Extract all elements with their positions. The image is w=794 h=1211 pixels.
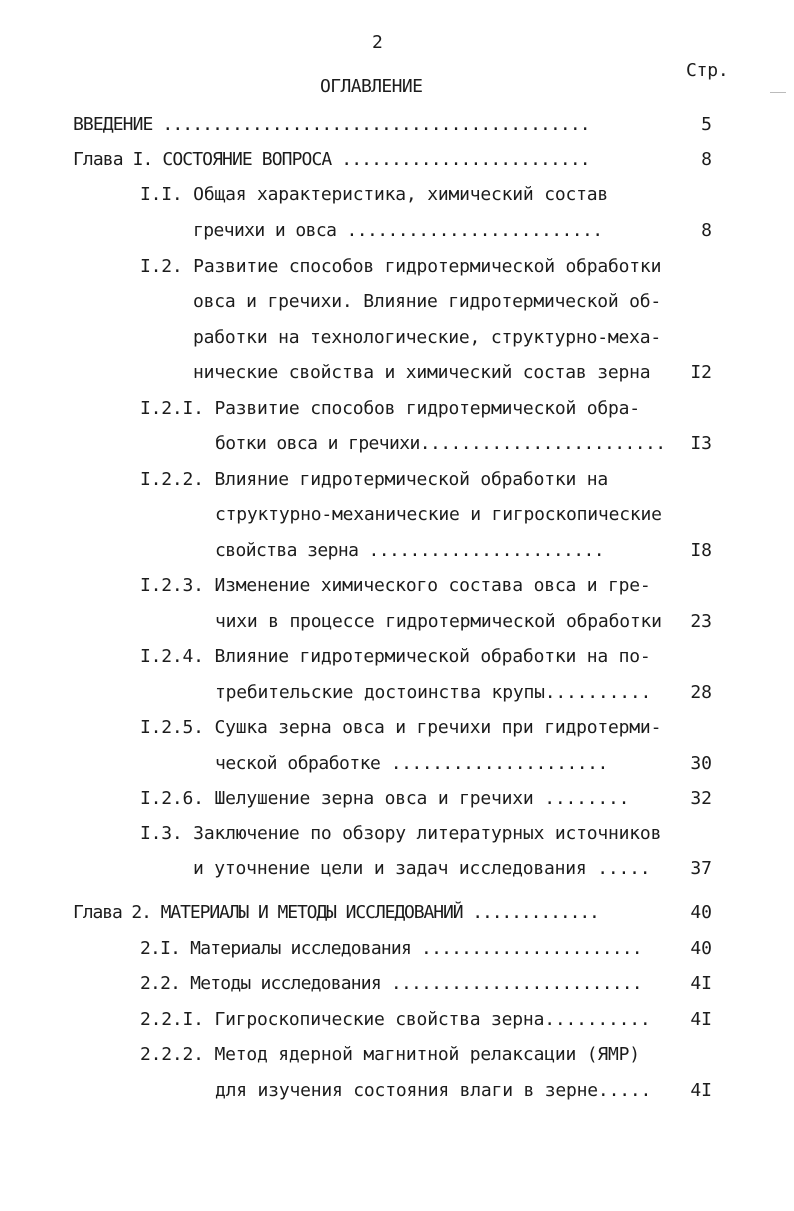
- toc-page: 40: [690, 902, 712, 923]
- toc-page: 8: [701, 149, 712, 170]
- toc-entry-line: I.I. Общая характеристика, химический состав: [140, 184, 609, 205]
- toc-entry-line: Глава I. СОСТОЯНИЕ ВОПРОСА .........................: [73, 149, 590, 170]
- toc-entry-line: гречихи и овса .........................: [193, 220, 603, 241]
- toc-page: 4I: [690, 1009, 712, 1030]
- toc-page: I3: [690, 433, 712, 454]
- toc-entry-line: ВВЕДЕНИЕ ...........................................: [73, 114, 590, 135]
- toc-entry-line: чихи в процессе гидротермической обработки: [215, 611, 662, 632]
- toc-page: 8: [701, 220, 712, 241]
- toc-entry-line: и уточнение цели и задач исследования .....: [193, 858, 651, 879]
- toc-entry-line: I.3. Заключение по обзору литературных источников: [140, 823, 662, 844]
- toc-entry-line: I.2.2. Влияние гидротермической обработки на: [140, 469, 609, 490]
- toc-entry-line: I.2.5. Сушка зерна овса и гречихи при гидротерми-: [140, 717, 662, 738]
- toc-page: 32: [690, 788, 712, 809]
- toc-entry-line: Глава 2. МАТЕРИАЛЫ И МЕТОДЫ ИССЛЕДОВАНИЙ .............: [73, 902, 599, 923]
- toc-page: 4I: [690, 973, 712, 994]
- toc-entry-line: 2.2. Методы исследования .........................: [140, 973, 642, 994]
- toc-entry-line: свойства зерна .......................: [215, 540, 605, 561]
- toc-entry-line: овса и гречихи. Влияние гидротермической об-: [193, 291, 662, 312]
- page-title: ОГЛАВЛЕНИЕ: [320, 76, 423, 97]
- toc-page: 37: [690, 858, 712, 879]
- toc-entry-line: работки на технологические, структурно-меха-: [193, 327, 662, 348]
- toc-entry-line: I.2.4. Влияние гидротермической обработки на по-: [140, 646, 651, 667]
- toc-page: I2: [690, 362, 712, 383]
- toc-entry-line: 2.I. Материалы исследования ......................: [140, 938, 642, 959]
- toc-page: 5: [701, 114, 712, 135]
- toc-page: 4I: [690, 1080, 712, 1101]
- toc-entry-line: структурно-механические и гигроскопические: [215, 504, 662, 525]
- toc-page: I8: [690, 540, 712, 561]
- toc-entry-line: I.2.3. Изменение химического состава овса и гре-: [140, 575, 651, 596]
- toc-page: 28: [690, 682, 712, 703]
- toc-entry-line: 2.2.I. Гигроскопические свойства зерна..........: [140, 1009, 651, 1030]
- toc-entry-line: требительские достоинства крупы..........: [215, 682, 652, 703]
- scan-mark: [770, 92, 786, 93]
- page-number: 2: [372, 32, 383, 53]
- toc-entry-line: ботки овса и гречихи........................: [215, 433, 666, 454]
- toc-page: 30: [690, 753, 712, 774]
- toc-entry-line: для изучения состояния влаги в зерне.....: [215, 1080, 652, 1101]
- toc-entry-line: I.2.I. Развитие способов гидротермической обра-: [140, 398, 640, 419]
- toc-entry-line: I.2. Развитие способов гидротермической обработки: [140, 256, 662, 277]
- toc-entry-line: нические свойства и химический состав зерна: [193, 362, 651, 383]
- page-column-label: Стр.: [686, 60, 729, 81]
- toc-entry-line: 2.2.2. Метод ядерной магнитной релаксации (ЯМР): [140, 1044, 640, 1065]
- toc-entry-line: ческой обработке .....................: [215, 753, 608, 774]
- toc-page: 40: [690, 938, 712, 959]
- toc-page: 23: [690, 611, 712, 632]
- toc-entry-line: I.2.6. Шелушение зерна овса и гречихи ........: [140, 788, 630, 809]
